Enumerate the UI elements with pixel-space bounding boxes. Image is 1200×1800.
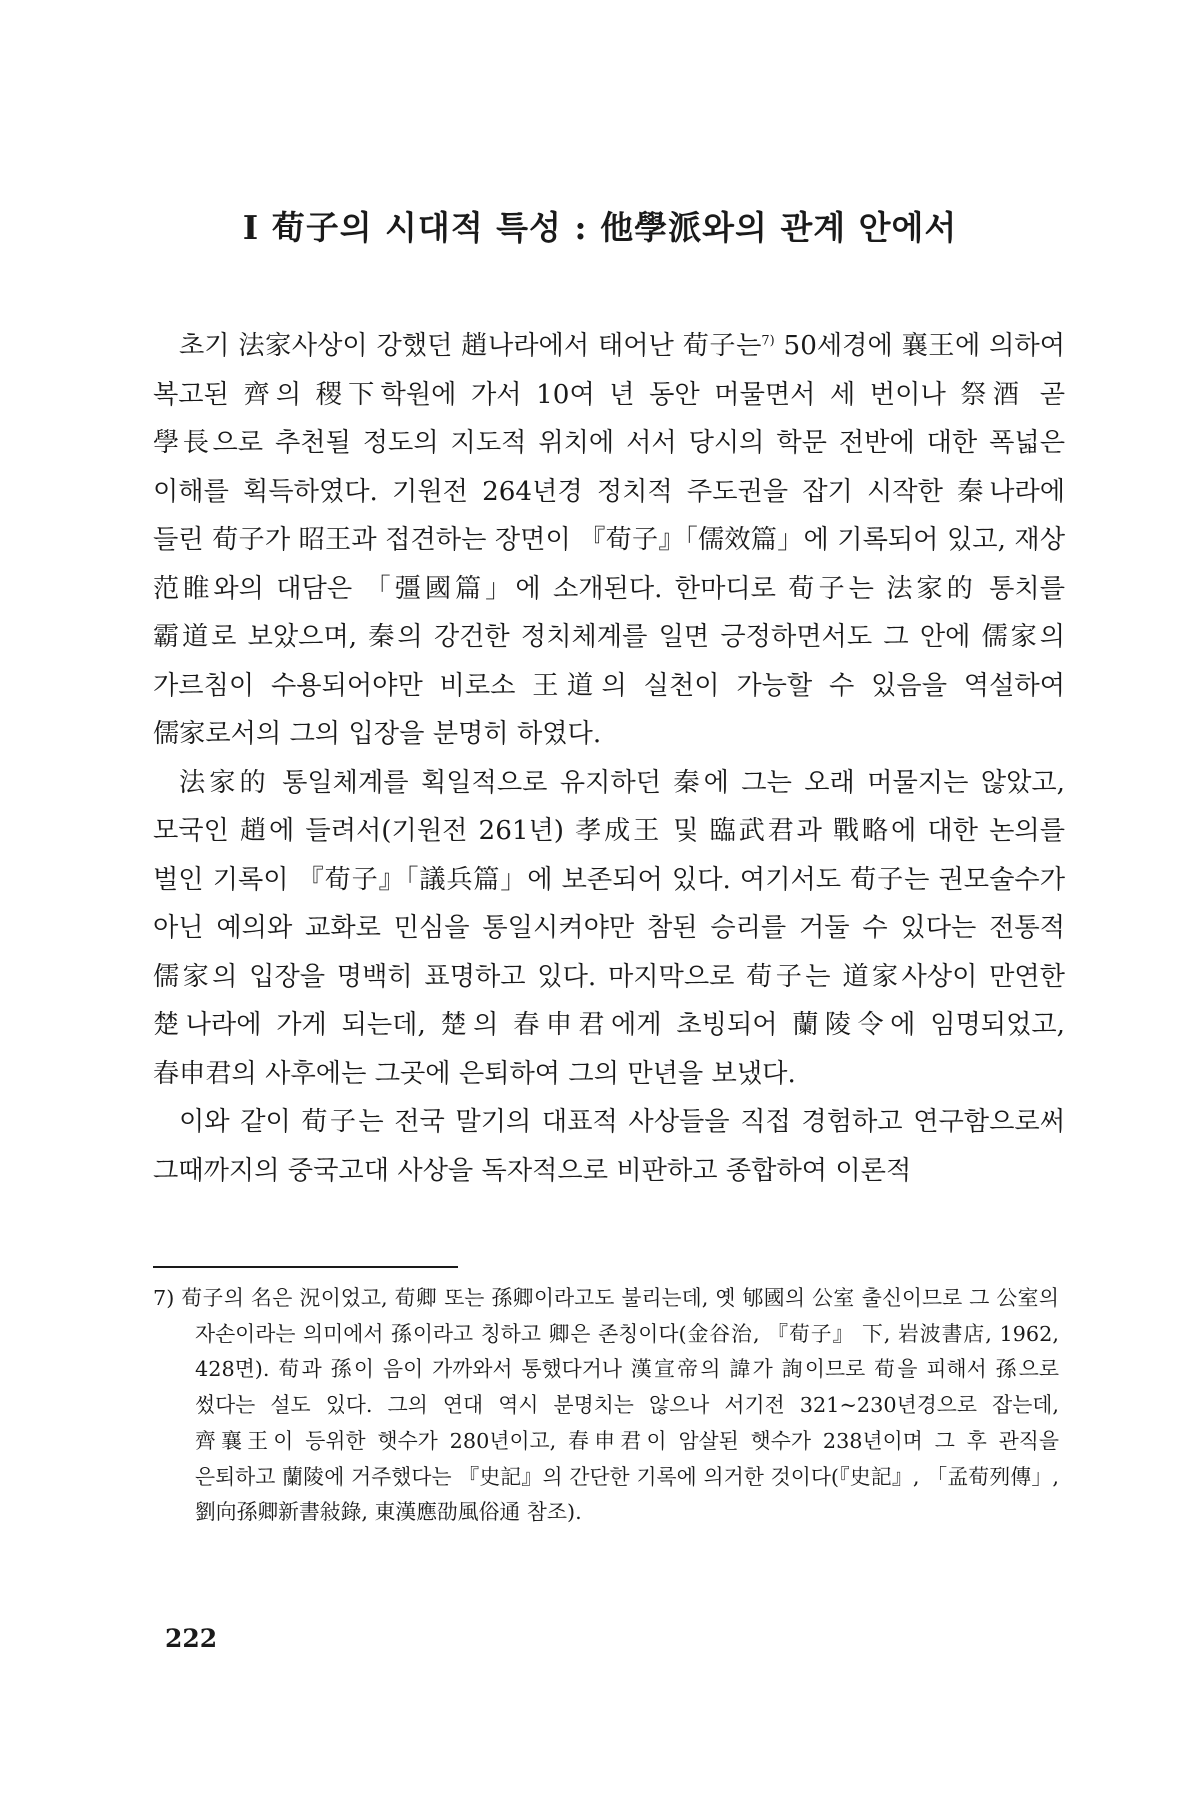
footnote	[153, 1281, 1059, 1531]
paragraph-3: 이와 같이 荀子는 전국 말기의 대표적 사상들을 직접 경험하고 연구함으로써 그때까지의 중국고대 사상을 독자적으로 비판하고 종합하여 이론적	[153, 1107, 1065, 1186]
footnote-divider	[153, 1266, 458, 1268]
footnote-reference: 7)	[761, 333, 775, 349]
body-text	[153, 322, 1065, 1195]
section-title: I 荀子의 시대적 특성 : 他學派와의 관계 안에서	[242, 208, 958, 248]
page-number: 222	[165, 1624, 218, 1653]
paragraph-1	[153, 322, 1065, 759]
footnote-7: 7) 荀子의 名은 況이었고, 荀卿 또는 孫卿이라고도 불리는데, 옛 郇國의 公室 출신이므로 그 公室의 자손이라는 의미에서 孫이라고 칭하고 卿은 존칭이다(金谷治, 『荀子』 下, 岩波書店, 1962, 428면). 荀과 孫이 음이 가까와서 통했다거나 漢宣帝의 諱가 詢이므로 荀을 피해서 孫으로 썼다는 설도 있다. 그의 연대 역시 분명치는 않으나 서기전 321~230년경으로 잡는데, 齊襄王이 등위한 햇수가 280년이고, 春申君이 암살된 햇수가 238년이며 그 후 관직을 은퇴하고 蘭陵에 거주했다는 『史記』의 간단한 기록에 의거한 것이다(『史記』, 「孟荀列傳」, 劉向孫卿新書敍錄, 東漢應劭風俗通 참조).	[153, 1286, 1059, 1525]
paragraph-1-rest: 50세경에 襄王에 의하여 복고된 齊의 稷下학원에 가서 10여 년 동안 머물면서 세 번이나 祭酒 곧 學長으로 추천될 정도의 지도적 위치에 서서 당시의 학문 전반에 대한 폭넓은 이해를 획득하였다. 기원전 264년경 정치적 주도권을 잡기 시작한 秦나라에 들린 荀子가 昭王과 접견하는 장면이 『荀子』「儒效篇」에 기록되어 있고, 재상 范睢와의 대담은 「彊國篇」에 소개된다. 한마디로 荀子는 法家的 통치를 霸道로 보았으며, 秦의 강건한 정치체계를 일면 긍정하면서도 그 안에 儒家의 가르침이 수용되어야만 비로소 王道의 실천이 가능할 수 있음을 역설하여 儒家로서의 그의 입장을 분명히 하였다.	[153, 331, 1065, 749]
paragraph-2: 法家的 통일체계를 획일적으로 유지하던 秦에 그는 오래 머물지는 않았고, 모국인 趙에 들려서(기원전 261년) 孝成王 및 臨武君과 戰略에 대한 논의를 벌인 기록이 『荀子』「議兵篇」에 보존되어 있다. 여기서도 荀子는 권모술수가 아닌 예의와 교화로 민심을 통일시켜야만 참된 승리를 거둘 수 있다는 전통적 儒家의 입장을 명백히 표명하고 있다. 마지막으로 荀子는 道家사상이 만연한 楚나라에 가게 되는데, 楚의 春申君에게 초빙되어 蘭陵令에 임명되었고, 春申君의 사후에는 그곳에 은퇴하여 그의 만년을 보냈다.	[153, 767, 1065, 1089]
paragraph-1-start: 초기 法家사상이 강했던 趙나라에서 태어난 荀子는	[179, 331, 762, 361]
